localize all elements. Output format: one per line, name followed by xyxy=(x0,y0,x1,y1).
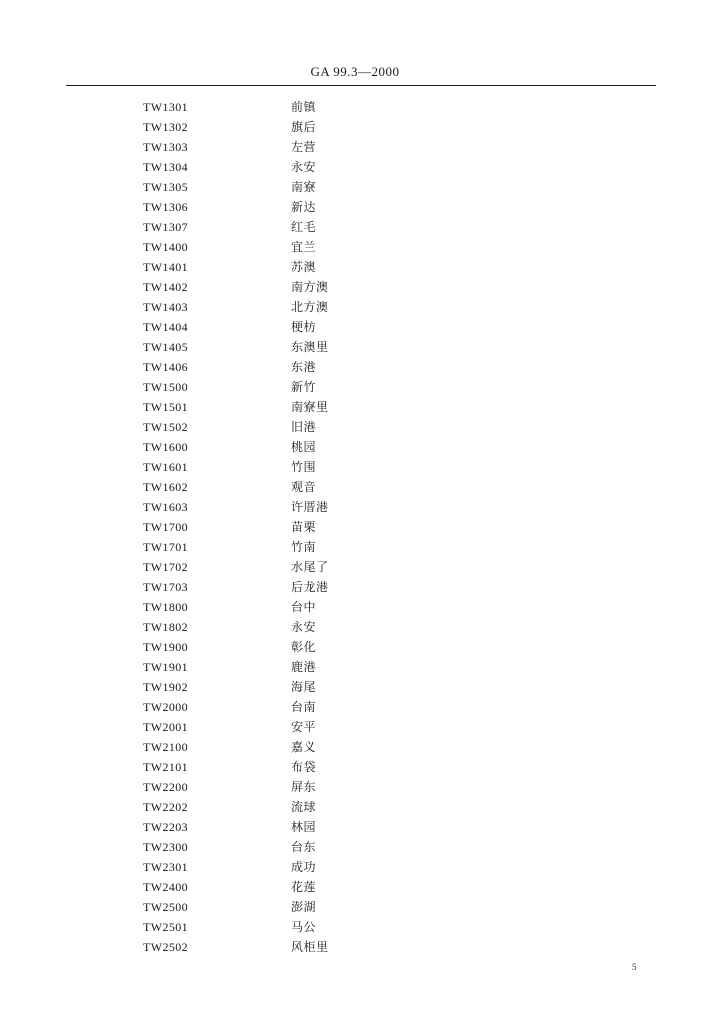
standard-number-header: GA 99.3—2000 xyxy=(310,64,400,79)
table-row xyxy=(0,97,710,117)
table-row xyxy=(0,317,710,337)
place-name: 屏东 xyxy=(291,780,317,794)
region-code: TW1501 xyxy=(143,400,189,414)
place-name: 南寮里 xyxy=(291,400,329,414)
region-code: TW1403 xyxy=(143,300,189,314)
place-name: 梗枋 xyxy=(291,320,317,334)
region-code: TW2000 xyxy=(143,700,189,714)
region-code: TW1500 xyxy=(143,380,189,394)
table-row xyxy=(0,197,710,217)
region-code: TW1900 xyxy=(143,640,189,654)
place-name: 南寮 xyxy=(291,180,317,194)
table-row xyxy=(0,297,710,317)
table-row xyxy=(0,817,710,837)
table-row xyxy=(0,737,710,757)
table-row xyxy=(0,417,710,437)
table-row xyxy=(0,397,710,417)
region-code: TW1400 xyxy=(143,240,189,254)
region-code: TW1306 xyxy=(143,200,189,214)
code-table xyxy=(0,97,710,957)
table-row xyxy=(0,577,710,597)
table-row xyxy=(0,437,710,457)
place-name: 台中 xyxy=(291,600,317,614)
table-row xyxy=(0,517,710,537)
place-name: 彰化 xyxy=(291,640,317,654)
place-name: 台南 xyxy=(291,700,317,714)
region-code: TW2502 xyxy=(143,940,189,954)
table-row xyxy=(0,477,710,497)
region-code: TW1800 xyxy=(143,600,189,614)
region-code: TW2101 xyxy=(143,760,189,774)
region-code: TW1603 xyxy=(143,500,189,514)
place-name: 宜兰 xyxy=(291,240,317,254)
region-code: TW1502 xyxy=(143,420,189,434)
region-code: TW1405 xyxy=(143,340,189,354)
table-row xyxy=(0,157,710,177)
place-name: 马公 xyxy=(291,920,317,934)
table-row xyxy=(0,877,710,897)
table-row xyxy=(0,117,710,137)
region-code: TW1301 xyxy=(143,100,189,114)
place-name: 北方澳 xyxy=(291,300,329,314)
table-row xyxy=(0,617,710,637)
place-name: 旧港 xyxy=(291,420,317,434)
region-code: TW1304 xyxy=(143,160,189,174)
region-code: TW1401 xyxy=(143,260,189,274)
region-code: TW2300 xyxy=(143,840,189,854)
table-row xyxy=(0,777,710,797)
place-name: 布袋 xyxy=(291,760,317,774)
region-code: TW1402 xyxy=(143,280,189,294)
place-name: 新竹 xyxy=(291,380,317,394)
table-row xyxy=(0,377,710,397)
place-name: 苏澳 xyxy=(291,260,317,274)
header-rule xyxy=(66,85,656,86)
place-name: 鹿港 xyxy=(291,660,317,674)
table-row xyxy=(0,537,710,557)
region-code: TW1602 xyxy=(143,480,189,494)
region-code: TW1406 xyxy=(143,360,189,374)
place-name: 嘉义 xyxy=(291,740,317,754)
table-row xyxy=(0,657,710,677)
table-row xyxy=(0,857,710,877)
place-name: 安平 xyxy=(291,720,317,734)
region-code: TW2500 xyxy=(143,900,189,914)
table-row xyxy=(0,757,710,777)
table-row xyxy=(0,717,710,737)
region-code: TW1404 xyxy=(143,320,189,334)
place-name: 观音 xyxy=(291,480,317,494)
region-code: TW1307 xyxy=(143,220,189,234)
place-name: 红毛 xyxy=(291,220,317,234)
region-code: TW2100 xyxy=(143,740,189,754)
region-code: TW1802 xyxy=(143,620,189,634)
place-name: 前镇 xyxy=(291,100,317,114)
place-name: 林园 xyxy=(291,820,317,834)
region-code: TW2501 xyxy=(143,920,189,934)
place-name: 南方澳 xyxy=(291,280,329,294)
table-row xyxy=(0,897,710,917)
table-row xyxy=(0,677,710,697)
place-name: 后龙港 xyxy=(291,580,329,594)
region-code: TW1702 xyxy=(143,560,189,574)
place-name: 成功 xyxy=(291,860,317,874)
region-code: TW1600 xyxy=(143,440,189,454)
place-name: 永安 xyxy=(291,620,317,634)
region-code: TW1700 xyxy=(143,520,189,534)
place-name: 东澳里 xyxy=(291,340,329,354)
place-name: 竹南 xyxy=(291,540,317,554)
table-row xyxy=(0,457,710,477)
region-code: TW2001 xyxy=(143,720,189,734)
place-name: 旗后 xyxy=(291,120,317,134)
place-name: 东港 xyxy=(291,360,317,374)
place-name: 海尾 xyxy=(291,680,317,694)
table-row xyxy=(0,177,710,197)
region-code: TW2202 xyxy=(143,800,189,814)
region-code: TW1701 xyxy=(143,540,189,554)
table-row xyxy=(0,277,710,297)
table-row xyxy=(0,257,710,277)
region-code: TW2400 xyxy=(143,880,189,894)
place-name: 花莲 xyxy=(291,880,317,894)
place-name: 澎湖 xyxy=(291,900,317,914)
region-code: TW1303 xyxy=(143,140,189,154)
table-row xyxy=(0,357,710,377)
table-row xyxy=(0,637,710,657)
place-name: 左营 xyxy=(291,140,317,154)
region-code: TW2200 xyxy=(143,780,189,794)
place-name: 苗栗 xyxy=(291,520,317,534)
region-code: TW1902 xyxy=(143,680,189,694)
place-name: 风柜里 xyxy=(291,940,329,954)
region-code: TW2301 xyxy=(143,860,189,874)
place-name: 永安 xyxy=(291,160,317,174)
region-code: TW2203 xyxy=(143,820,189,834)
place-name: 桃园 xyxy=(291,440,317,454)
region-code: TW1302 xyxy=(143,120,189,134)
table-row xyxy=(0,237,710,257)
table-row xyxy=(0,697,710,717)
place-name: 许厝港 xyxy=(291,500,329,514)
place-name: 流球 xyxy=(291,800,317,814)
table-row xyxy=(0,797,710,817)
table-row xyxy=(0,557,710,577)
table-row xyxy=(0,937,710,957)
place-name: 新达 xyxy=(291,200,317,214)
region-code: TW1703 xyxy=(143,580,189,594)
table-row xyxy=(0,337,710,357)
table-row xyxy=(0,917,710,937)
place-name: 水尾了 xyxy=(291,560,329,574)
table-row xyxy=(0,497,710,517)
page-number: 5 xyxy=(632,962,637,972)
region-code: TW1601 xyxy=(143,460,189,474)
place-name: 台东 xyxy=(291,840,317,854)
table-row xyxy=(0,837,710,857)
region-code: TW1901 xyxy=(143,660,189,674)
table-row xyxy=(0,597,710,617)
table-row xyxy=(0,217,710,237)
table-row xyxy=(0,137,710,157)
region-code: TW1305 xyxy=(143,180,189,194)
place-name: 竹围 xyxy=(291,460,317,474)
